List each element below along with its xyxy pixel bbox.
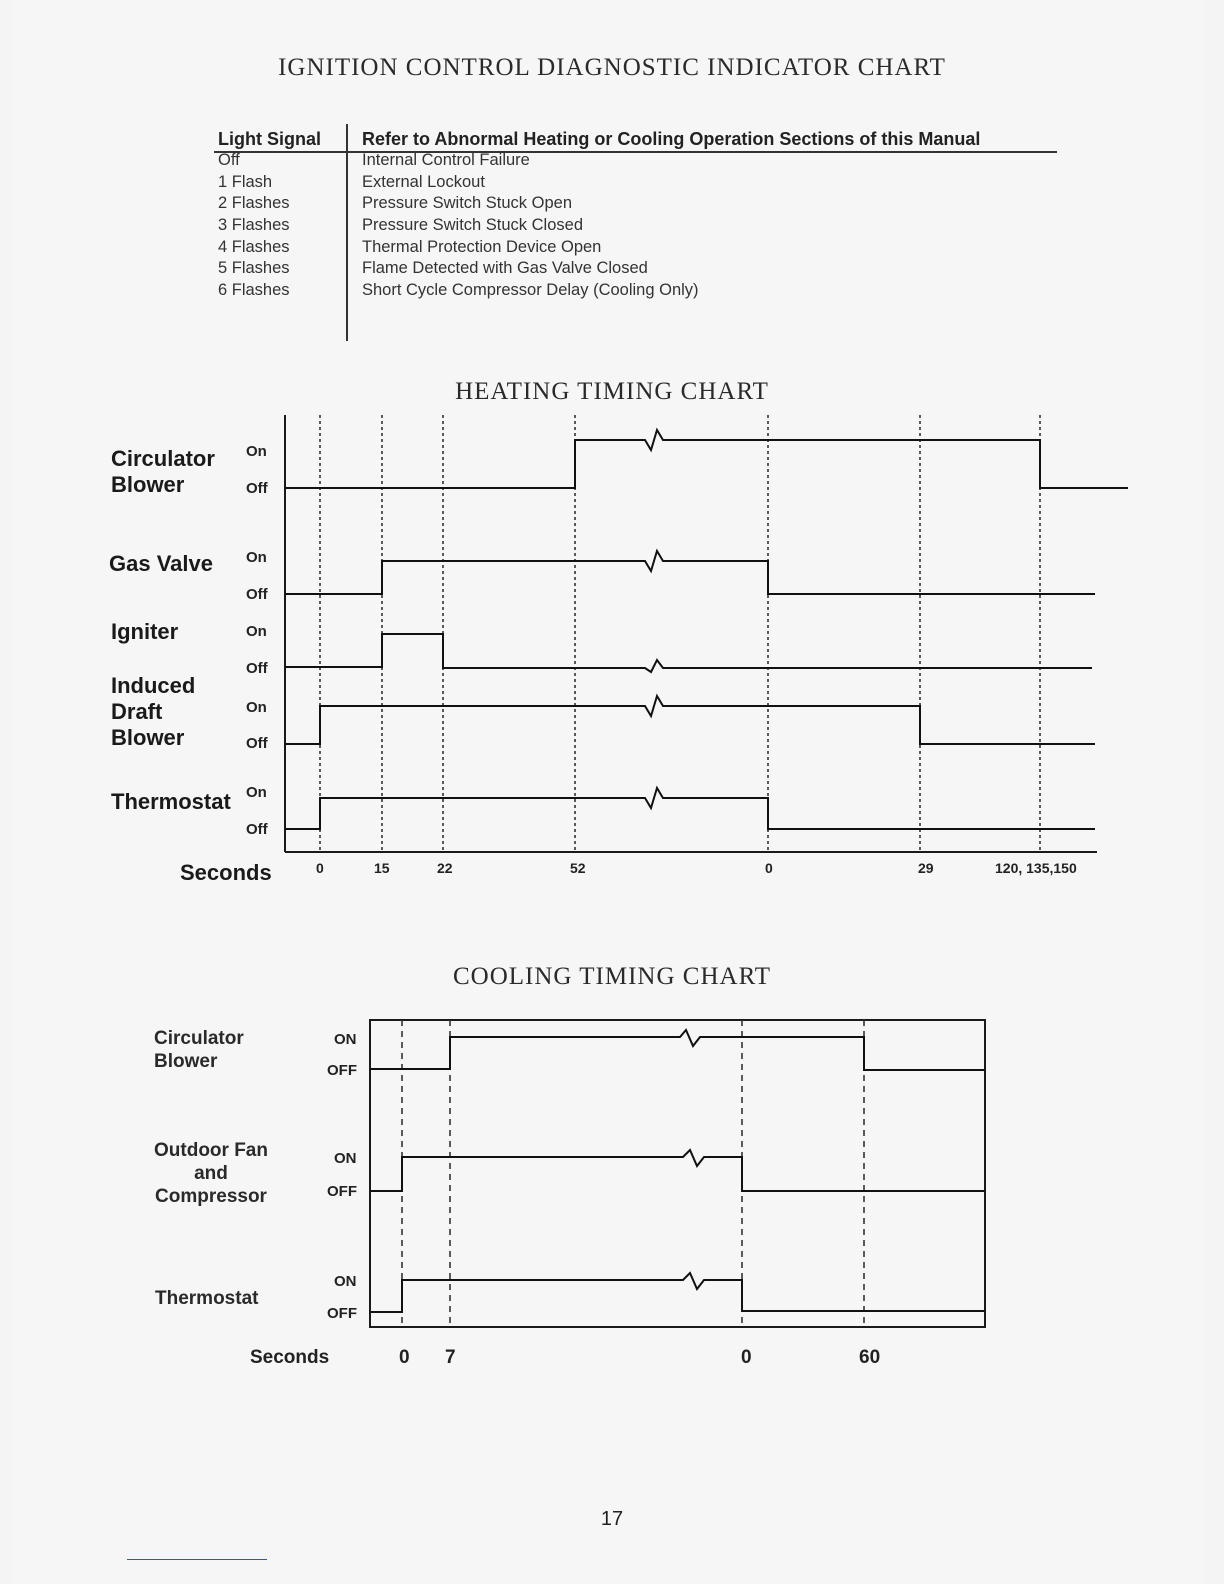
cooling-trace-outdoor-fan-compressor <box>370 1150 985 1191</box>
signal-cell: 3 Flashes <box>218 216 290 234</box>
label-line: Compressor <box>155 1186 267 1207</box>
heating-label-gas-valve: Gas Valve <box>109 551 213 576</box>
heating-tick: 0 <box>765 860 773 876</box>
label-line: Blower <box>111 725 185 750</box>
cooling-tick: 7 <box>445 1347 456 1368</box>
off-state-label: Off <box>246 735 268 752</box>
on-state-label: On <box>246 699 267 716</box>
off-state-label: OFF <box>327 1305 357 1322</box>
on-state-label: ON <box>334 1031 357 1048</box>
page-number: 17 <box>600 1508 624 1530</box>
off-state-label: Off <box>246 660 268 677</box>
meaning-cell: Pressure Switch Stuck Closed <box>362 216 584 234</box>
cooling-chart-title: COOLING TIMING CHART <box>452 963 772 990</box>
heating-tick: 15 <box>374 860 390 876</box>
signal-cell: 1 Flash <box>218 173 273 191</box>
cooling-tick: 60 <box>859 1347 881 1368</box>
refer-header: Refer to Abnormal Heating or Cooling Operation Sections of this Manual <box>362 129 981 149</box>
on-state-label: ON <box>334 1150 357 1167</box>
on-state-label: On <box>246 549 267 566</box>
signal-cell: 5 Flashes <box>218 259 290 277</box>
footer-underline <box>127 1559 267 1560</box>
heating-chart-title: HEATING TIMING CHART <box>455 378 769 405</box>
meaning-cell: Short Cycle Compressor Delay (Cooling Only) <box>362 281 699 299</box>
on-state-label: On <box>246 784 267 801</box>
cooling-trace-circulator-blower <box>370 1030 985 1070</box>
light-signal-header: Light Signal <box>218 129 321 149</box>
heating-tick: 29 <box>918 860 934 876</box>
heating-seconds-label: Seconds <box>180 860 272 885</box>
heating-tick: 0 <box>316 860 324 876</box>
label-line: Outdoor Fan <box>154 1140 268 1161</box>
on-state-label: On <box>246 443 267 460</box>
label-line: Induced <box>111 673 196 698</box>
diagnostic-chart-title: IGNITION CONTROL DIAGNOSTIC INDICATOR CHART <box>278 54 946 81</box>
heating-tick: 120, 135,150 <box>995 860 1077 876</box>
off-state-label: Off <box>246 586 268 603</box>
off-state-label: OFF <box>327 1062 357 1079</box>
off-state-label: OFF <box>327 1183 357 1200</box>
signal-cell: 4 Flashes <box>218 238 290 256</box>
meaning-cell: Flame Detected with Gas Valve Closed <box>362 259 648 277</box>
meaning-cell: Pressure Switch Stuck Open <box>362 194 573 212</box>
on-state-label: On <box>246 623 267 640</box>
signal-cell: 6 Flashes <box>218 281 290 299</box>
cooling-label-thermostat: Thermostat <box>155 1288 259 1309</box>
meaning-cell: Thermal Protection Device Open <box>362 238 602 256</box>
heating-label-thermostat: Thermostat <box>111 789 231 814</box>
meaning-cell: External Lockout <box>362 173 485 191</box>
heating-tick: 52 <box>570 860 586 876</box>
label-line: Draft <box>111 699 163 724</box>
label-line: Circulator <box>154 1028 244 1049</box>
label-line: Blower <box>111 472 185 497</box>
cooling-seconds-label: Seconds <box>250 1347 330 1368</box>
off-state-label: Off <box>246 480 268 497</box>
heating-label-igniter: Igniter <box>111 619 179 644</box>
label-line: and <box>194 1163 228 1184</box>
signal-cell: 2 Flashes <box>218 194 290 212</box>
cooling-trace-thermostat <box>370 1273 985 1312</box>
label-line: Circulator <box>111 446 215 471</box>
heating-tick: 22 <box>437 860 453 876</box>
cooling-tick: 0 <box>399 1347 410 1368</box>
cooling-tick: 0 <box>741 1347 752 1368</box>
label-line: Blower <box>154 1051 218 1072</box>
meaning-cell: Internal Control Failure <box>362 151 530 169</box>
signal-cell: Off <box>218 151 240 169</box>
on-state-label: ON <box>334 1273 357 1290</box>
off-state-label: Off <box>246 821 268 838</box>
